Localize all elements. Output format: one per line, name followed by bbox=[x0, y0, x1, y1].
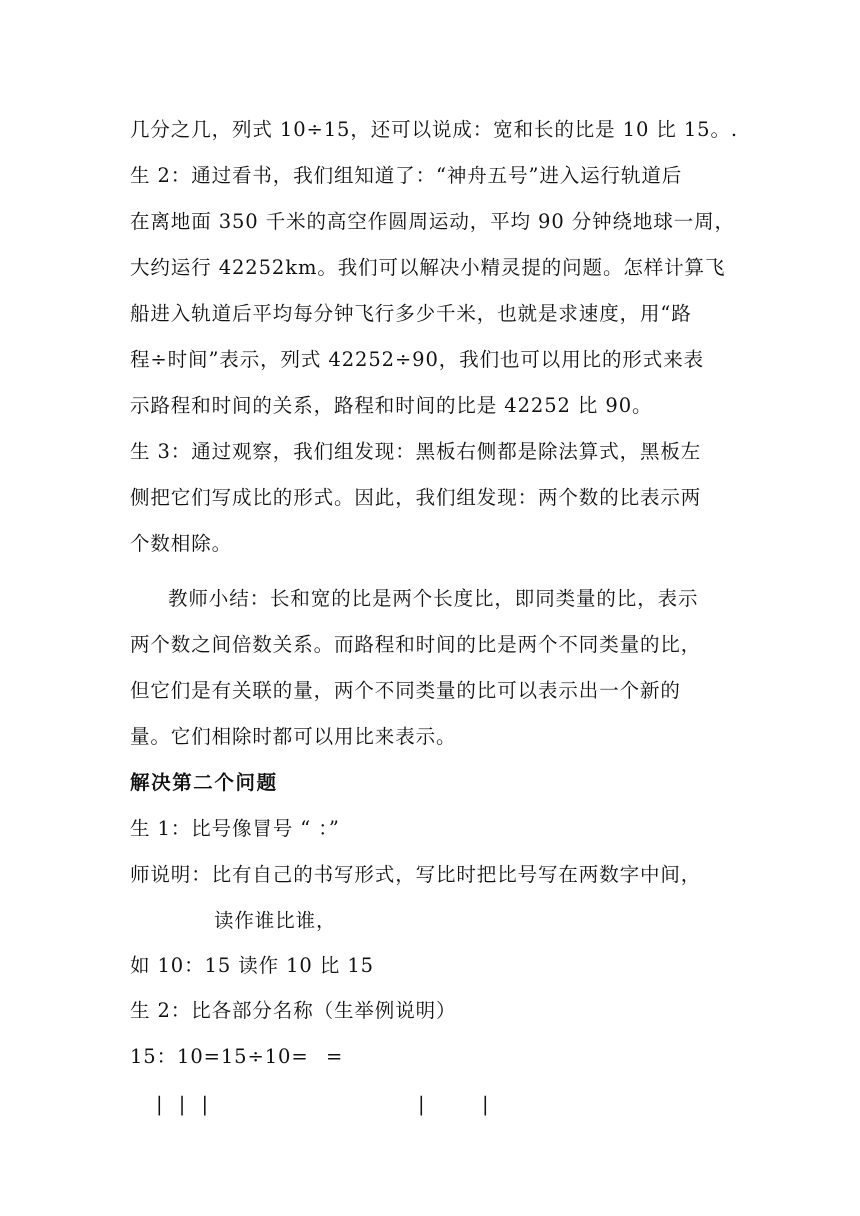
paragraph-line: 师说明：比有自己的书写形式，写比时把比号写在两数字中间， bbox=[130, 863, 702, 886]
summary-line: 量。它们相除时都可以用比来表示。 bbox=[130, 725, 457, 748]
paragraph-line: 程÷时间”表示，列式 42252÷90，我们也可以用比的形式来表 bbox=[130, 348, 704, 371]
paragraph-line: 侧把它们写成比的形式。因此，我们组发现：两个数的比表示两 bbox=[130, 486, 702, 509]
summary-line: 但它们是有关联的量，两个不同类量的比可以表示出一个新的 bbox=[130, 679, 681, 702]
marker-bars: | | | bbox=[156, 1093, 214, 1116]
paragraph-line: 生 2：通过看书，我们组知道了：“神舟五号”进入运行轨道后 bbox=[130, 164, 683, 187]
section-heading: 解决第二个问题 bbox=[130, 771, 278, 794]
paragraph-line: 船进入轨道后平均每分钟飞行多少千米，也就是求速度，用“路 bbox=[130, 302, 692, 325]
marker-bar: | bbox=[418, 1093, 426, 1116]
paragraph-line: 读作谁比谁， bbox=[214, 909, 337, 932]
paragraph-line: 在离地面 350 千米的高空作圆周运动，平均 90 分钟绕地球一周， bbox=[130, 210, 735, 233]
paragraph-line: 大约运行 42252km。我们可以解决小精灵提的问题。怎样计算飞 bbox=[130, 256, 726, 279]
paragraph-line: 示路程和时间的关系，路程和时间的比是 42252 比 90。 bbox=[130, 394, 653, 417]
formula-equals: = bbox=[326, 1045, 344, 1068]
summary-line: 教师小结：长和宽的比是两个长度比，即同类量的比，表示 bbox=[168, 587, 699, 610]
example-line: 如 10：15 读作 10 比 15 bbox=[130, 954, 374, 977]
formula-line: 15：10=15÷10= bbox=[130, 1045, 309, 1068]
paragraph-line: 生 1：比号像冒号 “ ：” bbox=[130, 817, 340, 840]
paragraph-line: 个数相除。 bbox=[130, 532, 233, 555]
paragraph-line: 生 2：比各部分名称（生举例说明） bbox=[130, 999, 457, 1022]
paragraph-line: 生 3：通过观察，我们组发现：黑板右侧都是除法算式，黑板左 bbox=[130, 440, 702, 463]
summary-line: 两个数之间倍数关系。而路程和时间的比是两个不同类量的比， bbox=[130, 633, 702, 656]
paragraph-line: 几分之几，列式 10÷15，还可以说成：宽和长的比是 10 比 15。. bbox=[130, 118, 738, 141]
marker-bar: | bbox=[482, 1093, 490, 1116]
